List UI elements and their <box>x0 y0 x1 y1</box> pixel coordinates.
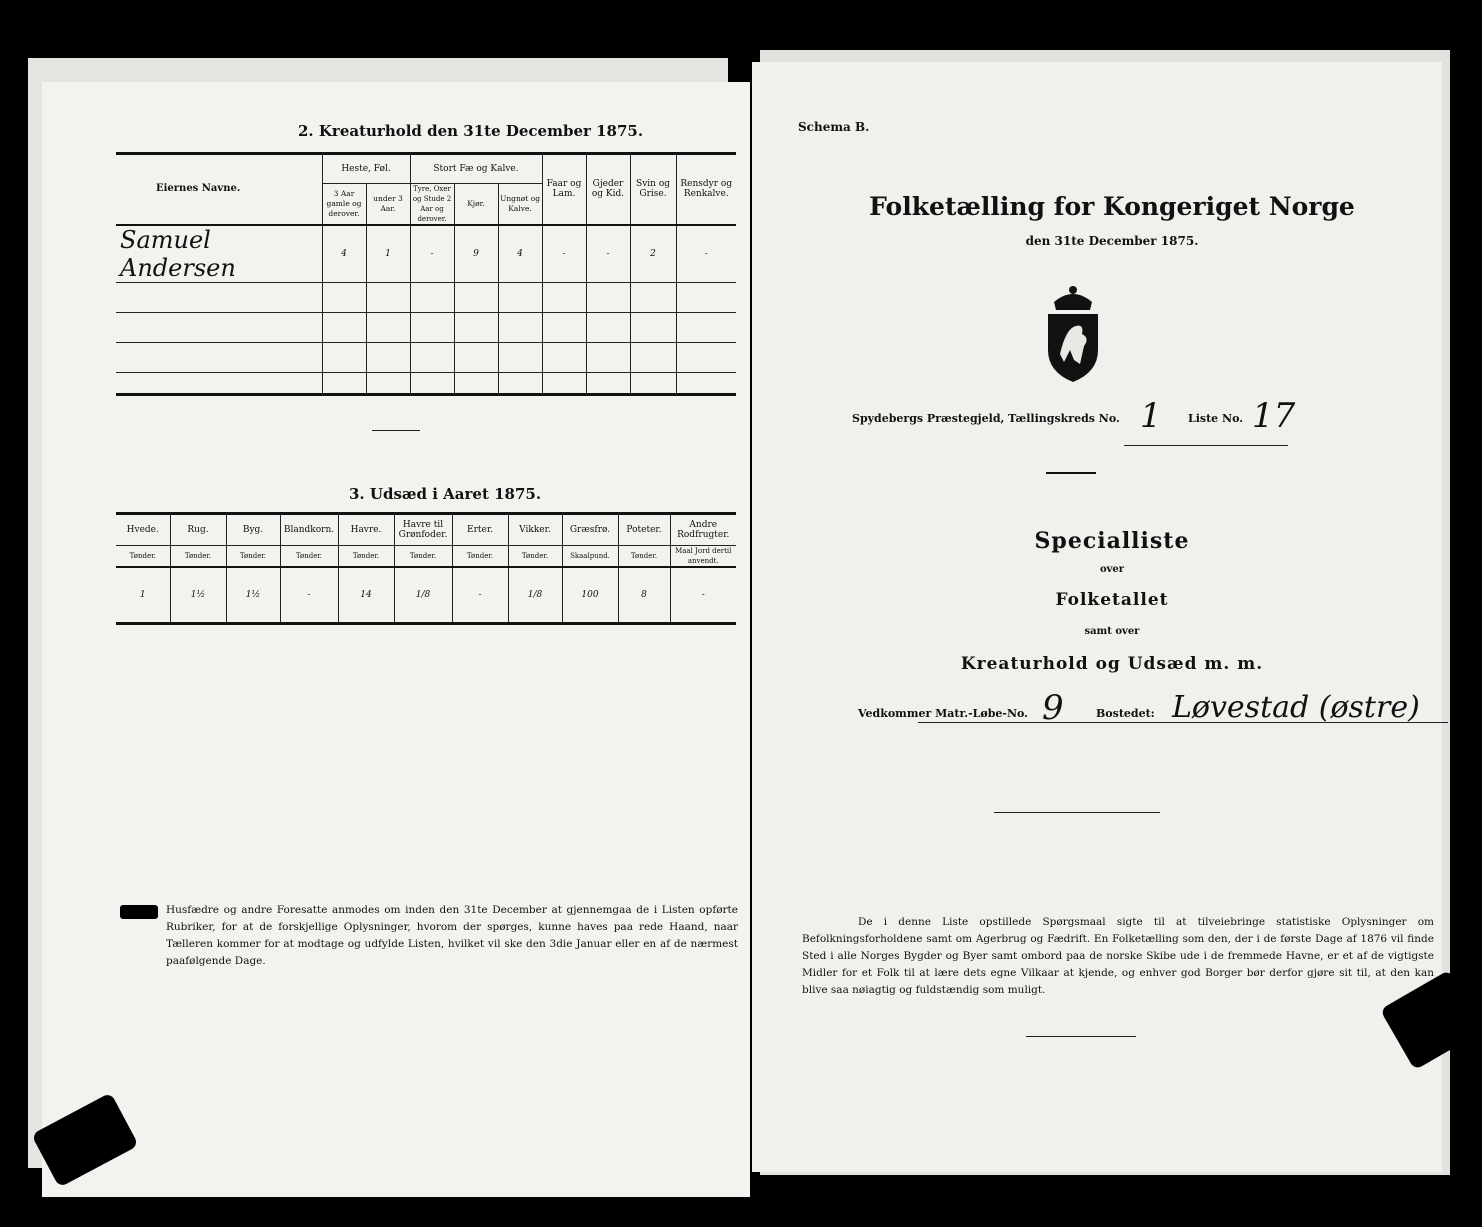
rensdyr-value: - <box>676 225 736 283</box>
heste-under-header: under 3 Aar. <box>366 183 410 225</box>
seed-unit-label: Tønder. <box>394 545 452 567</box>
kjoer-header: Kjør. <box>454 183 498 225</box>
ungnot-header: Ungnøt og Kalve. <box>498 183 542 225</box>
seed-col-header: Blandkorn. <box>280 515 338 545</box>
seed-col-header: Havre. <box>338 515 394 545</box>
folketallet-heading: Folketallet <box>1055 590 1169 610</box>
table-row <box>116 372 736 394</box>
footnote-text: Husfædre og andre Foresatte anmodes om inden den 31te December at gjennemgaa de i Listen opførte Rubriker, for at de forskjellige Oplysninger, hvorom der spørges, kunne haves paa rede Haand, naar Tælleren kommer for at modtage og udfylde Listen, hvilket vil ske den 3die Januar eller en af de nærmest paafølgende Dage. <box>166 904 738 967</box>
heste-group-header: Heste, Føl. <box>322 155 410 183</box>
seed-unit-label: Skaalpund. <box>562 545 618 567</box>
tyre-header: Tyre, Oxer og Stude 2 Aar og derover. <box>410 183 454 225</box>
heste-under-value: 1 <box>366 225 410 283</box>
kreds-value: 1 <box>1140 396 1162 436</box>
seed-value: - <box>670 567 736 623</box>
livestock-table <box>116 155 736 396</box>
seed-col-header: Erter. <box>452 515 508 545</box>
bostedet-value: Løvestad (østre) <box>1172 690 1420 725</box>
seed-col-header: Poteter. <box>618 515 670 545</box>
stort-fae-group-header: Stort Fæ og Kalve. <box>410 155 542 183</box>
samt-over-label: samt over <box>1084 626 1140 637</box>
section-separator <box>372 430 420 431</box>
seed-unit-label: Tønder. <box>116 545 170 567</box>
seed-unit-label: Tønder. <box>170 545 226 567</box>
gjeder-header: Gjeder og Kid. <box>586 155 630 225</box>
svin-header: Svin og Grise. <box>630 155 676 225</box>
address-underline <box>918 722 1448 723</box>
census-title: Folketælling for Kongeriget Norge <box>869 192 1355 221</box>
seed-value: 1½ <box>170 567 226 623</box>
closing-rule <box>1026 1036 1136 1037</box>
norway-coat-of-arms-icon <box>1040 284 1106 384</box>
gjeder-value: - <box>586 225 630 283</box>
matr-value: 9 <box>1042 688 1064 728</box>
table-row <box>116 567 736 623</box>
seed-value: 1½ <box>226 567 280 623</box>
rensdyr-header: Rensdyr og Renkalve. <box>676 155 736 225</box>
seed-unit-label: Maal Jord dertil anvendt. <box>670 545 736 567</box>
seed-col-header: Græsfrø. <box>562 515 618 545</box>
ornament-rule <box>1046 472 1096 474</box>
prestegjeld-label: Spydebergs Præstegjeld, Tællingskreds No. <box>852 412 1120 425</box>
seed-col-header: Byg. <box>226 515 280 545</box>
seed-unit-label: Tønder. <box>452 545 508 567</box>
owner-name: Samuel Andersen <box>116 225 322 283</box>
seed-col-header: Havre til Grønfoder. <box>394 515 452 545</box>
seed-value: 8 <box>618 567 670 623</box>
seed-table <box>116 515 736 625</box>
seed-col-header: Vikker. <box>508 515 562 545</box>
right-page <box>752 62 1442 1172</box>
seed-unit-label: Tønder. <box>618 545 670 567</box>
pointing-hand-icon <box>120 905 158 919</box>
ungnot-value: 4 <box>498 225 542 283</box>
seed-unit-label: Tønder. <box>280 545 338 567</box>
over-label: over <box>1099 564 1125 575</box>
faar-value: - <box>542 225 586 283</box>
svin-value: 2 <box>630 225 676 283</box>
faar-header: Faar og Lam. <box>542 155 586 225</box>
seed-col-header: Andre Rodfrugter. <box>670 515 736 545</box>
table-row <box>116 282 736 312</box>
seed-value: 1/8 <box>394 567 452 623</box>
kreaturhold-heading: Kreaturhold og Udsæd m. m. <box>960 654 1264 674</box>
seed-value: 1 <box>116 567 170 623</box>
table-row <box>116 225 736 283</box>
specialliste-heading: Specialliste <box>1034 528 1190 554</box>
seed-value: 1/8 <box>508 567 562 623</box>
left-page <box>42 82 750 1197</box>
table-row <box>116 312 736 342</box>
bostedet-label: Bostedet: <box>1096 707 1155 720</box>
census-date: den 31te December 1875. <box>1025 234 1199 248</box>
number-underline <box>1124 445 1288 446</box>
livestock-title: 2. Kreaturhold den 31te December 1875. <box>298 122 644 140</box>
matr-label: Vedkommer Matr.-Løbe-No. <box>858 707 1028 720</box>
seed-value: 100 <box>562 567 618 623</box>
seed-title: 3. Udsæd i Aaret 1875. <box>349 485 542 503</box>
heste-3aar-header: 3 Aar gamle og derover. <box>322 183 366 225</box>
divider-rule <box>994 812 1160 813</box>
seed-value: - <box>280 567 338 623</box>
kjoer-value: 9 <box>454 225 498 283</box>
seed-col-header: Hvede. <box>116 515 170 545</box>
seed-unit-label: Tønder. <box>226 545 280 567</box>
seed-unit-label: Tønder. <box>508 545 562 567</box>
liste-label: Liste No. <box>1188 412 1244 425</box>
tyre-value: - <box>410 225 454 283</box>
table-row <box>116 342 736 372</box>
information-note: De i denne Liste opstillede Spørgsmaal sigte til at tilveiebringe statistiske Oplysninger om Befolkningsforholdene samt om Agerbrug og Fædrift. En Folketælling som den, der i de første Dage af 1876 vil finde Sted i alle Norges Bygder og Byer samt ombord paa de norske Skibe ude i de fremmede Havne, er et af de vigtigste Midler for et Folk til at lære dets egne Vilkaar at kjende, og enhver god Borger bør derfor gjøre sit til, at den kan blive saa nøiagtig og fuldstændig som muligt. <box>802 916 1434 996</box>
owner-header: Eiernes Navne. <box>116 155 322 225</box>
seed-value: - <box>452 567 508 623</box>
schema-label: Schema B. <box>798 120 870 134</box>
seed-col-header: Rug. <box>170 515 226 545</box>
seed-value: 14 <box>338 567 394 623</box>
heste-3aar-value: 4 <box>322 225 366 283</box>
seed-unit-label: Tønder. <box>338 545 394 567</box>
liste-value: 17 <box>1252 396 1296 436</box>
